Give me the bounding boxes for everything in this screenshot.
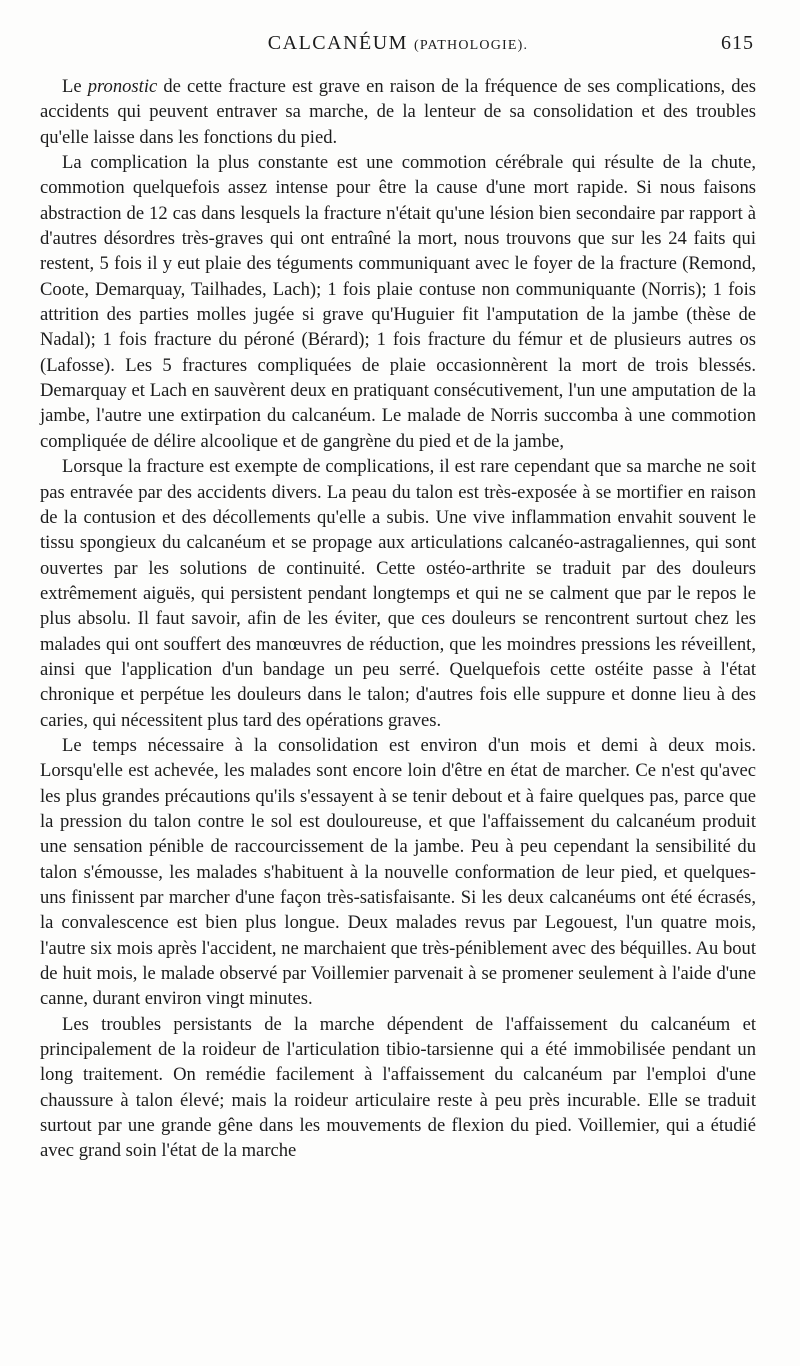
- emphasized-term: pronostic: [87, 76, 158, 97]
- paragraph-lead: Le: [62, 76, 88, 97]
- paragraph-complications: La complication la plus constante est une commotion cérébrale qui résulte de la chute, commotion quelquefois assez intense pour être la cause d'une mort rapide. Si nous faisons abstraction de 12 cas dans lesquels la fracture n'était qu'une lésion bien secondaire par rapport à d'autres désordres très-graves qui ont entraîné la mort, nous trouvons que sur les 24 faits qui restent, 5 fois il y eut plaie des téguments communiquant avec le foyer de la fracture (Remond, Coote, Demarquay, Tailhades, Lach); 1 fois plaie contuse non communiquante (Norris); 1 fois attrition des parties molles jugée si grave qu'Huguier fit l'amputation de la jambe (thèse de Nadal); 1 fois fracture du péroné (Bérard); 1 fois fracture du fémur et de plusieurs autres os (Lafosse). Les 5 fractures compliquées de plaie occasionnèrent la mort de trois blessés. Demarquay et Lach en sauvèrent deux en pratiquant consécutivement, l'un une amputation de la jambe, l'autre une extirpation du calcanéum. Le malade de Norris succomba à une commotion compliquée de délire alcoolique et de gangrène du pied et de la jambe,: [40, 152, 756, 452]
- paragraph-uncomplicated-course: Lorsque la fracture est exempte de complications, il est rare cependant que sa marche ne soit pas entravée par des accidents divers. La peau du talon est très-exposée à se mortifier en raison de la contusion et des décollements qu'elle a subis. Une vive inflammation envahit souvent le tissu spongieux du calcanéum et se propage aux articulations calcanéo-astragaliennes, qui sont ouvertes par les solutions de continuité. Cette ostéo-arthrite se traduit par des douleurs extrêmement aiguës, qui persistent pendant longtemps et qui ne se calment que par le repos le plus absolu. Il faut savoir, afin de les éviter, que ces douleurs se rencontrent surtout chez les malades qui ont souffert des manœuvres de réduction, que les moindres pressions les réveillent, ainsi que l'application d'un bandage un peu serré. Quelquefois cette ostéite passe à l'état chronique et perpétue les douleurs dans le talon; d'autres fois elle suppure et donne lieu à des caries, qui nécessitent plus tard des opérations graves.: [40, 456, 756, 731]
- running-head: [40, 32, 756, 62]
- running-head-subtitle: (PATHOLOGIE).: [413, 38, 529, 53]
- page-number: 615: [721, 32, 754, 54]
- body-text: [40, 74, 756, 1164]
- paragraph-prognosis: [40, 74, 756, 150]
- paragraph-text: de cette fracture est grave en raison de la fréquence de ses complications, des accidents qui peuvent entraver sa marche, de la lenteur de sa consolidation et des troubles qu'elle laisse dans les fonctions du pied.: [40, 76, 756, 148]
- paragraph-persistent-troubles: Les troubles persistants de la marche dépendent de l'affaissement du calcanéum et principalement de la roideur de l'articulation tibio-tarsienne qui a été immobilisée pendant un long traitement. On remédie facilement à l'affaissement du calcanéum par l'emploi d'une chaussure à talon élevé; mais la roideur articulaire reste à peu près incurable. Elle se traduit surtout par une grande gêne dans les mouvements de flexion du pied. Voillemier, qui a étudié avec grand soin l'état de la marche: [40, 1013, 756, 1162]
- running-head-title-main: CALCANÉUM: [267, 32, 408, 54]
- paragraph-consolidation: Le temps nécessaire à la consolidation est environ d'un mois et demi à deux mois. Lorsqu'elle est achevée, les malades sont encore loin d'être en état de marcher. Ce n'est qu'avec les plus grandes précautions qu'ils s'essayent à se tenir debout et à faire quelques pas, parce que la pression du talon contre le sol est douloureuse, et que l'affaissement du calcanéum produit une sensation pénible de raccourcissement de la jambe. Peu à peu cependant la sensibilité du talon s'émousse, les malades s'habituent à la nouvelle conformation de leur pied, et quelques-uns finissent par marcher d'une façon très-satisfaisante. Si les deux calcanéums ont été écrasés, la convalescence est bien plus longue. Deux malades revus par Legouest, l'un quatre mois, l'autre six mois après l'accident, ne marchaient que très-péniblement avec des béquilles. Au bout de huit mois, le malade observé par Voillemier parvenait à se promener seulement à l'aide d'une canne, durant environ vingt minutes.: [40, 734, 756, 1010]
- running-head-title: [40, 32, 756, 55]
